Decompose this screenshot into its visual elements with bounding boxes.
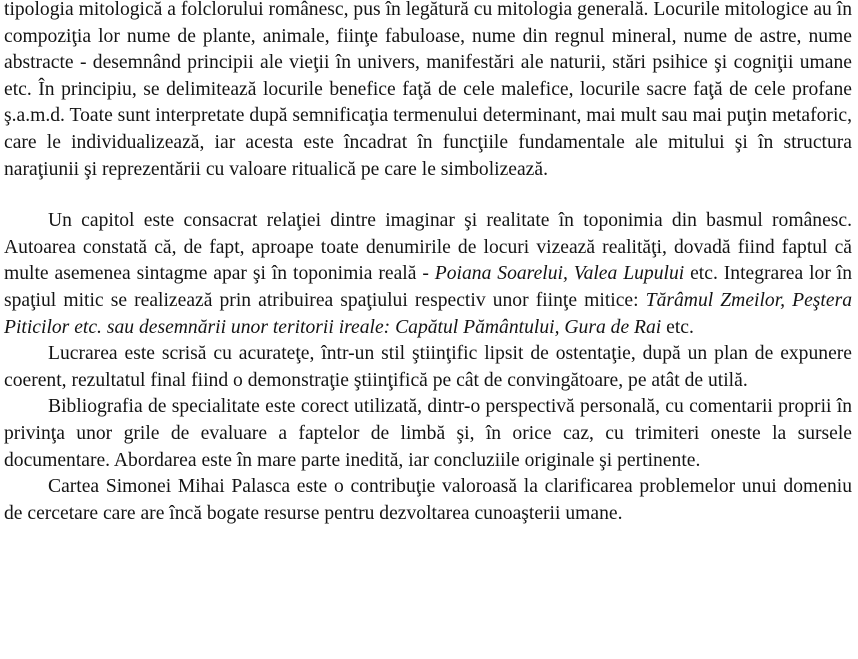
paragraph-conclusion [4,474,852,527]
paragraph-spacer [4,183,852,208]
text-run: etc. Integrarea lor în spaţiul mitic se realizează prin atribuirea spaţiului respectiv unor fiinţe mitice: [4,263,852,311]
document-page [4,0,852,527]
text-run: etc. [661,316,694,338]
text-run: Lucrarea este scrisă cu acurateţe, într-un stil ştiinţific lipsit de ostentaţie, după un plan de expunere coerent, rezultatul final fiind o demonstraţie ştiinţifică pe cât de convingătoare, pe atât de utilă. [4,343,852,391]
paragraph-bibliography [4,394,852,474]
paragraph-writing-style [4,341,852,394]
text-run: tipologia mitologică a folclorului românesc, pus în legătură cu mitologia generală. Locurile mitologice au în compoziţia lor nume de plante, animale, fiinţe fabuloase, nume din regnul mineral, nume de astre, nume abstracte - desemnând principii ale vieţii în univers, manifestări ale naturii, stări psihice şi cogniţii umane etc. În principiu, se delimitează locurile benefice faţă de cele malefice, locurile sacre faţă de cele profane ş.a.m.d. Toate sunt interpretate după semnificaţia termenului determinant, mai mult sau mai puţin metaforic, care le individualizează, iar acesta este încadrat în funcţiile fundamentale ale mitului şi în structura naraţiunii şi reprezentării cu valoare ritualică pe care le simbolizează. [4,0,852,180]
paragraph-toponymy-chapter [4,208,852,341]
text-run: Cartea Simonei Mihai Palasca este o contribuţie valoroasă la clarificarea problemelor unui domeniu de cercetare care are încă bogate resurse pentru dezvoltarea cunoaşterii umane. [4,476,852,524]
text-run: Un capitol este consacrat relaţiei dintre imaginar şi realitate în toponimia din basmul românesc. Autoarea constată că, de fapt, aproape toate denumirile de locuri vizează realităţi, dovadă fiind faptul că multe asemenea sintagme apar şi în toponimia reală - [4,210,852,285]
paragraph-mythological-places [4,0,852,183]
text-run: Bibliografia de specialitate este corect utilizată, dintr-o perspectivă personală, cu comentarii proprii în privinţa unor grile de evaluare a faptelor de limbă şi, în orice caz, cu trimiteri oneste la sursele documentare. Abordarea este în mare parte inedită, iar concluziile originale şi pertinente. [4,396,852,471]
italic-text-run: Poiana Soarelui, Valea Lupului [434,263,685,285]
italic-text-run: Tărâmul Zmeilor, Peştera Piticilor etc. sau desemnării unor teritorii ireale: Capătul Pământului, Gura de Rai [4,289,852,338]
